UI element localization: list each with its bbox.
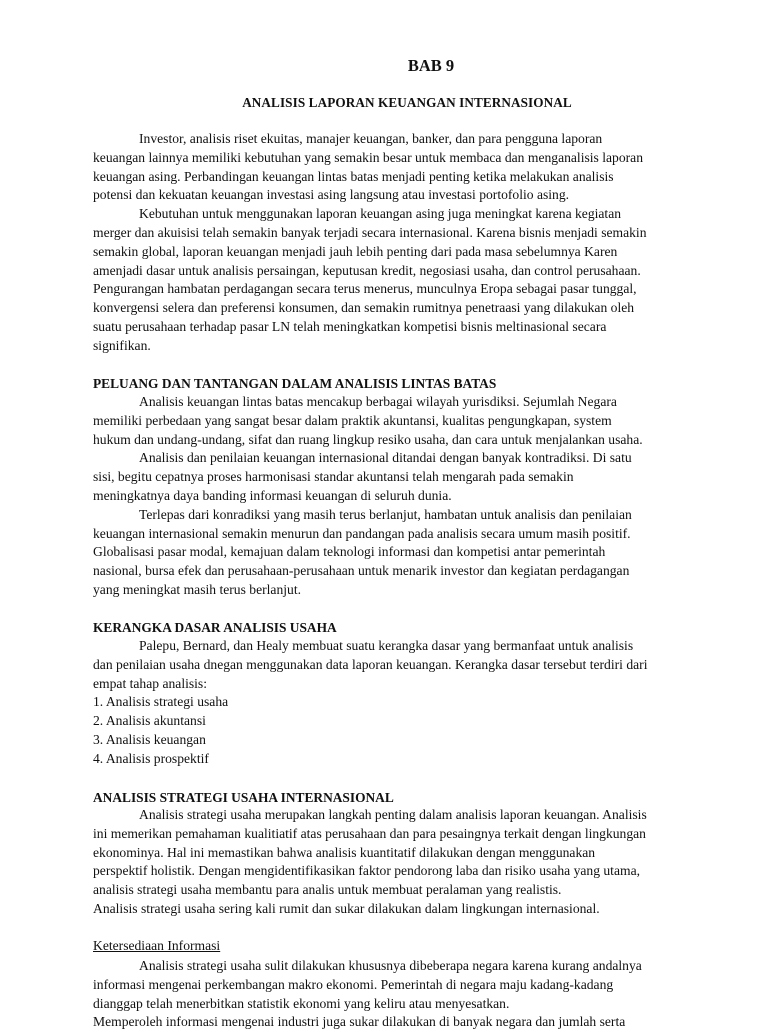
text-line: keuangan asing. Perbandingan keuangan lintas batas menjadi penting ketika melakukan analisis [93,168,614,184]
text-line: Analisis strategi usaha merupakan langkah penting dalam analisis laporan keuangan. Analisis [139,807,647,822]
subsection-heading-informasi: Ketersediaan Informasi [93,938,221,953]
text-line: Analisis dan penilaian keuangan internasional ditandai dengan banyak kontradiksi. Di satu [139,450,632,466]
text-line: meningkatnya daya banding informasi keuangan di seluruh dunia. [93,487,452,503]
text-line: dianggap telah menerbitkan statistik ekonomi yang keliru atau menyesatkan. [93,995,510,1011]
section-heading-peluang: PELUANG DAN TANTANGAN DALAM ANALISIS LINTAS BATAS [93,376,497,391]
text-line: merger dan akuisisi telah semakin banyak terjadi secara internasional. Karena bisnis menjadi semakin [93,224,647,240]
text-line: Globalisasi pasar modal, kemajuan dalam teknologi informasi dan kompetisi antar pemerintah [93,544,606,560]
text-line: 2. Analisis akuntansi [93,713,206,729]
text-line: konvergensi selera dan preferensi konsumen, dan semakin rumitnya penetraasi yang dilakukan oleh [93,300,635,316]
chapter-heading: BAB 9 [407,56,455,75]
section-heading-kerangka: KERANGKA DASAR ANALISIS USAHA [93,620,337,635]
text-line: nasional, bursa efek dan perusahaan-perusahaan untuk menarik investor dan kegiatan perdagangan [93,563,630,579]
text-line: sisi, begitu cepatnya proses harmonisasi standar akuntansi telah mengarah pada semakin [93,469,574,485]
text-line: ekonominya. Hal ini memastikan bahwa analisis kuantitatif dilakukan dengan menggunakan [93,844,596,860]
text-line: keuangan lainnya memiliki kebutuhan yang semakin besar untuk membaca dan menganalisis laporan [93,149,644,165]
subsection-informasi-body [93,957,673,1032]
text-line: analisis strategi usaha membantu para analis untuk membuat peralaman yang realistis. [93,882,562,898]
text-line: potensi dan kekuatan keuangan investasi asing langsung atau investasi portofolio asing. [93,187,570,203]
section-heading-strategi: ANALISIS STRATEGI USAHA INTERNASIONAL [93,790,394,805]
text-line: dan penilaian usaha dnegan menggunakan data laporan keuangan. Kerangka dasar tersebut terdiri dari [93,656,648,672]
text-line: Palepu, Bernard, dan Healy membuat suatu kerangka dasar yang bermanfaat untuk analisis [139,638,634,653]
document-title: ANALISIS LAPORAN KEUANGAN INTERNASIONAL [242,95,572,110]
text-line: Terlepas dari konradiksi yang masih terus berlanjut, hambatan untuk analisis dan penilaian [139,506,632,522]
text-line: Kebutuhan untuk menggunakan laporan keuangan asing juga meningkat karena kegiatan [139,206,622,222]
text-line: yang meningkat masih terus berlanjut. [93,581,302,597]
section-kerangka-body [93,637,673,769]
text-line: Analisis strategi usaha sulit dilakukan khususnya dibeberapa negara karena kurang andalnya [139,958,642,973]
intro-paragraphs [93,130,673,356]
text-line: amenjadi dasar untuk analisis persaingan, keputusan kredit, negosiasi usaha, dan control perusahaan. [93,262,641,278]
section-strategi-body [93,806,673,919]
text-line: Investor, analisis riset ekuitas, manajer keuangan, banker, dan para pengguna laporan [139,131,603,146]
text-line: informasi mengenai perkembangan makro ekonomi. Pemerintah di negara maju kadang-kadang [93,976,614,992]
text-line: 4. Analisis prospektif [93,750,209,766]
text-line: memiliki perbedaan yang sangat besar dalam praktik akuntansi, kualitas pengungkapan, system [93,412,612,428]
text-line: semakin global, laporan keuangan menjadi jauh lebih penting dari pada masa sebelumnya Karen [93,243,618,259]
text-line: Analisis strategi usaha sering kali rumit dan sukar dilakukan dalam lingkungan internasional. [93,900,600,916]
text-line: empat tahap analisis: [93,675,208,691]
section-peluang-body [93,393,673,600]
text-line: 1. Analisis strategi usaha [93,694,229,710]
text-line: signifikan. [93,337,151,353]
text-line: Memperoleh informasi mengenai industri juga sukar dilakukan di banyak negara dan jumlah serta [93,1014,626,1030]
text-line: suatu perusahaan terhadap pasar LN telah meningkatkan kompetisi bisnis meltinasional secara [93,318,607,334]
text-line: hukum dan undang-undang, sifat dan ruang lingkup resiko usaha, dan cara untuk menjalankan usaha. [93,431,643,447]
text-line: Analisis keuangan lintas batas mencakup berbagai wilayah yurisdiksi. Sejumlah Negara [139,394,617,409]
text-line: keuangan internasional semakin menurun dan pandangan pada analisis secara umum masih positif. [93,525,631,541]
text-line: 3. Analisis keuangan [93,731,206,747]
text-line: perspektif holistik. Dengan mengidentifikasikan faktor pendorong laba dan risiko usaha yang utama, [93,863,641,879]
text-line: Pengurangan hambatan perdagangan secara terus menerus, munculnya Eropa sebagai pasar tunggal, [93,281,637,297]
text-line: ini memerikan pemahaman kualitiatif atas perusahaan dan para pesaingnya terkait dengan lingkungan [93,825,646,841]
